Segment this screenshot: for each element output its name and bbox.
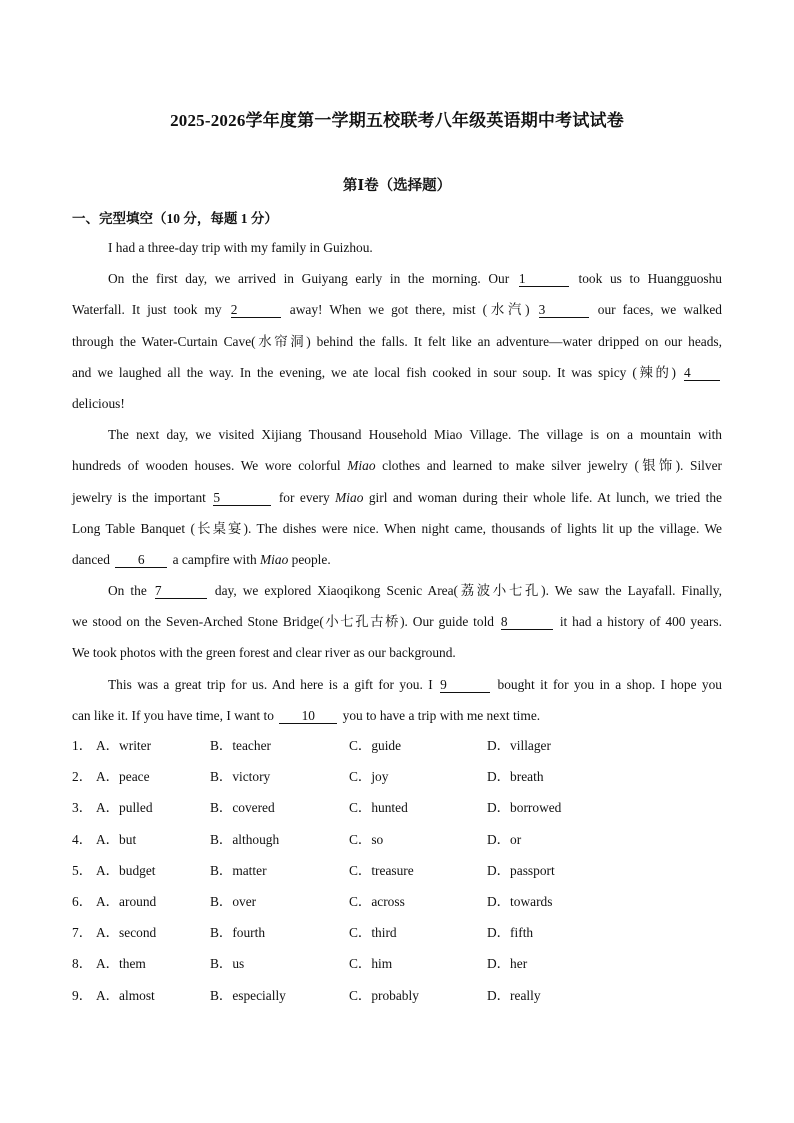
option-a: A．them	[96, 956, 146, 972]
option-row	[72, 917, 722, 948]
question-number: 6．	[72, 893, 93, 909]
option-row	[72, 855, 722, 886]
option-c: C．probably	[349, 987, 419, 1003]
blank-1: 1	[519, 271, 569, 287]
passage-line: On the first day, we arrived in Guiyang early in the morning. Our 1 took us to Huangguoshu	[108, 271, 722, 287]
option-c: C．hunted	[349, 800, 408, 816]
option-row	[72, 761, 722, 792]
question-number: 3．	[72, 800, 93, 816]
option-a: A．but	[96, 831, 137, 847]
option-row	[72, 980, 722, 1011]
passage-line: This was a great trip for us. And here is a gift for you. I 9 bought it for you in a shop. I hope you	[108, 676, 722, 692]
option-a: A．pulled	[96, 800, 153, 816]
passage-line: delicious!	[72, 395, 125, 411]
blank-5: 5	[213, 490, 271, 506]
option-c: C．third	[349, 925, 397, 941]
passage-line: We took photos with the green forest and clear river as our background.	[72, 645, 456, 661]
passage-line: we stood on the Seven-Arched Stone Bridge(小七孔古桥). Our guide told 8 it had a history of 400 years.	[72, 614, 722, 630]
passage-line: through the Water-Curtain Cave(水帘洞) behind the falls. It felt like an adventure—water dripped on our heads,	[72, 333, 722, 349]
blank-4: 4	[684, 365, 720, 381]
option-b: B．over	[210, 893, 257, 909]
passage-line: The next day, we visited Xijiang Thousand Household Miao Village. The village is on a mountain with	[108, 427, 722, 443]
blank-3: 3	[539, 302, 589, 318]
question-number: 4．	[72, 831, 93, 847]
passage-line: Waterfall. It just took my 2 away! When we got there, mist (水汽) 3 our faces, we walked	[72, 302, 722, 318]
question-number: 1．	[72, 738, 93, 753]
blank-8: 8	[501, 614, 553, 630]
volume-heading: 第Ⅰ卷（选择题）	[342, 178, 452, 194]
option-d: D．villager	[487, 738, 551, 753]
option-b: B．matter	[210, 862, 267, 878]
option-b: B．victory	[210, 769, 271, 785]
option-a: A．budget	[96, 862, 156, 878]
passage-line: hundreds of wooden houses. We wore colorful Miao clothes and learned to make silver jewelry (银饰). Silver	[72, 458, 722, 474]
blank-9: 9	[440, 677, 490, 693]
option-a: A．around	[96, 893, 157, 909]
option-c: C．joy	[349, 769, 389, 785]
option-d: D．fifth	[487, 925, 534, 941]
question-number: 8．	[72, 956, 93, 972]
option-b: B．teacher	[210, 738, 271, 753]
option-d: D．borrowed	[487, 800, 562, 816]
question-number: 9．	[72, 987, 93, 1003]
option-a: A．almost	[96, 987, 155, 1003]
option-c: C．so	[349, 831, 384, 847]
passage-line: I had a three-day trip with my family in Guizhou.	[108, 240, 373, 255]
option-d: D．passport	[487, 862, 555, 878]
option-b: B．fourth	[210, 925, 266, 941]
question-number: 5．	[72, 862, 93, 878]
passage-line: jewelry is the important 5 for every Miao girl and woman during their whole life. At lunch, we tried the	[72, 489, 722, 505]
option-d: D．or	[487, 831, 522, 847]
option-d: D．breath	[487, 769, 544, 785]
cloze-passage	[72, 232, 722, 731]
question-number: 7．	[72, 925, 93, 941]
option-b: B．us	[210, 956, 245, 972]
option-d: D．her	[487, 956, 528, 972]
option-d: D．really	[487, 987, 541, 1003]
option-b: B．although	[210, 831, 280, 847]
option-row	[72, 948, 722, 979]
blank-6: 6	[115, 552, 167, 568]
answer-options	[72, 730, 722, 1011]
option-c: C．him	[349, 956, 393, 972]
passage-line: can like it. If you have time, I want to 10 you to have a trip with me next time.	[72, 707, 541, 723]
passage-line: Long Table Banquet (长桌宴). The dishes were nice. When night came, thousands of lights lit up the village. We	[72, 520, 722, 536]
blank-7: 7	[155, 583, 207, 599]
blank-10: 10	[279, 708, 337, 724]
option-row	[72, 824, 722, 855]
option-b: B．covered	[210, 800, 275, 816]
option-a: A．peace	[96, 769, 150, 785]
exam-title: 2025-2026学年度第一学期五校联考八年级英语期中考试试卷	[170, 111, 624, 130]
option-c: C．treasure	[349, 862, 414, 878]
blank-2: 2	[231, 302, 281, 318]
option-d: D．towards	[487, 893, 553, 909]
passage-line: On the 7 day, we explored Xiaoqikong Scenic Area(荔波小七孔). We saw the Layafall. Finally,	[108, 583, 722, 599]
option-a: A．second	[96, 925, 157, 941]
option-c: C．across	[349, 893, 405, 909]
option-row	[72, 886, 722, 917]
question-number: 2．	[72, 769, 93, 785]
passage-line: and we laughed all the way. In the evening, we ate local fish cooked in sour soup. It was spicy (辣的) 4	[72, 357, 722, 388]
option-row	[72, 792, 722, 823]
option-c: C．guide	[349, 738, 402, 753]
section-heading: 一、完型填空（10 分，每题 1 分）	[72, 211, 278, 226]
option-b: B．especially	[210, 987, 286, 1003]
passage-line: danced 6 a campfire with Miao people.	[72, 551, 331, 567]
option-row	[72, 730, 722, 761]
option-a: A．writer	[96, 738, 152, 753]
